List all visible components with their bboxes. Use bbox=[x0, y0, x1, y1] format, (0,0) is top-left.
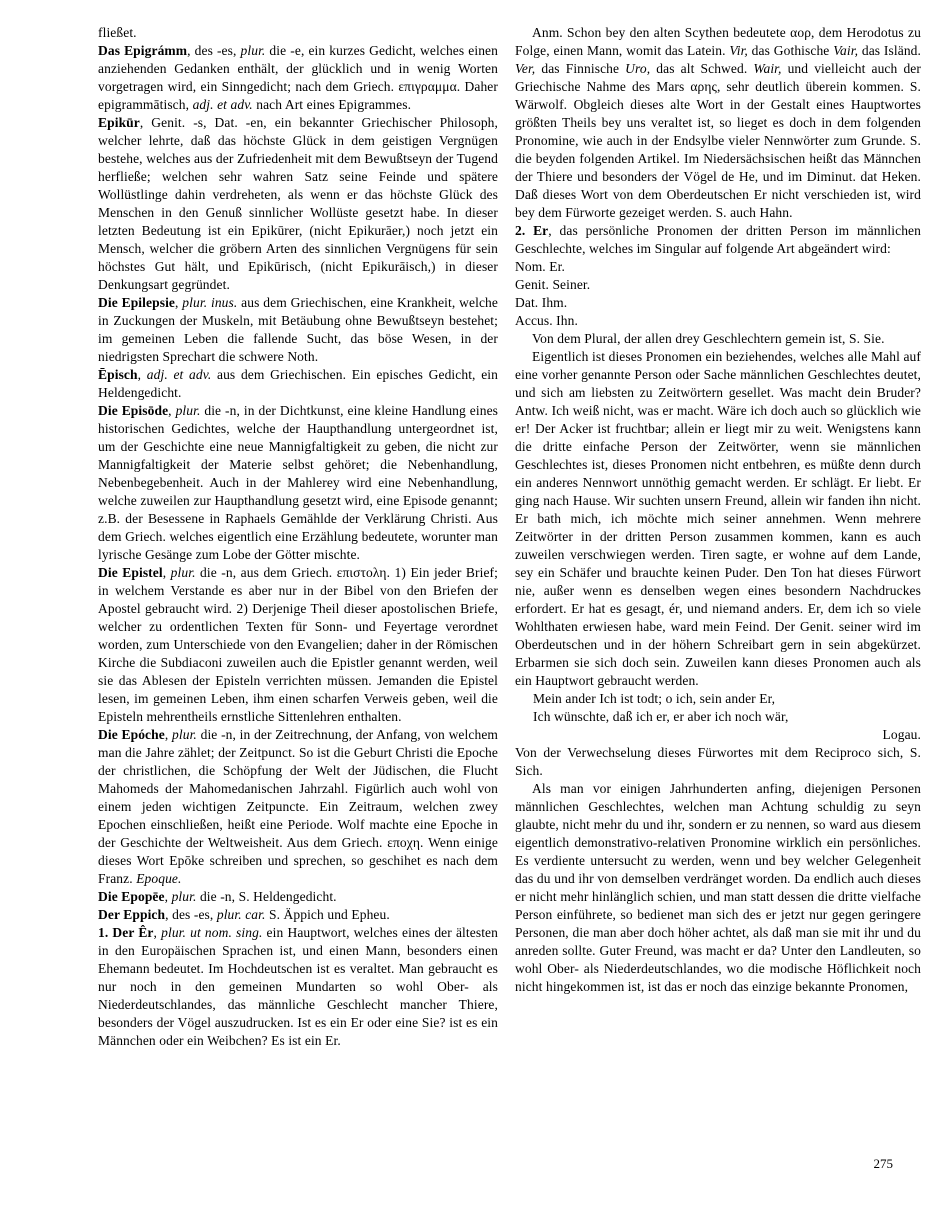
text-run: Genit. Seiner. bbox=[515, 277, 591, 292]
text-run: Nom. Er. bbox=[515, 259, 565, 274]
text-run: das Isländ. bbox=[858, 43, 922, 58]
text-run: Ich wünschte, daß ich er, er aber ich noch wär, bbox=[533, 709, 789, 724]
attribution-logau bbox=[515, 726, 921, 744]
text-run: Als man vor einigen Jahrhunderten anfing, diejenigen Personen männlichen Geschlechtes, welchen man Achtung schuldig zu seyn glaubte, nicht mehr du und ihr, sondern er zu nennen, so ward aus diesem eigentlich demonstrativo-relativen Pronomine wirklich ein persönliches. Es verdiente untersucht zu werden, wenn und bey welcher Gelegenheit das du und ihr von demselben verdränget worden. Da endlich auch dieses er nicht mehr hinlänglich schien, und man statt dessen die dritte vielfache Person einführete, so bedienet man sich des er jetzt nur gegen geringere Personen, die man aber doch höher achtet, als daß man sie mit ihr und du anreden sollte. Guter Freund, was macht er da? Unter den Landleuten, so wohl Ober- als Niederdeutschlandes, wo die modische Höflichkeit noch nicht hingekommen ist, ist das er noch das einzige bekannte Pronomen, bbox=[515, 781, 921, 994]
text-run: , bbox=[175, 295, 183, 310]
text-run: Von der Verwechselung dieses Fürwortes mit dem Reciproco sich, S. Sich. bbox=[515, 745, 921, 778]
text-run: Dat. Ihm. bbox=[515, 295, 568, 310]
italic-text-run: plur. bbox=[171, 889, 197, 904]
italic-text-run: plur. bbox=[172, 727, 197, 742]
entry-epigramm bbox=[98, 42, 498, 114]
declension-line-nominative bbox=[515, 258, 921, 276]
paragraph-continuation bbox=[98, 24, 498, 42]
headword: Die Epóche bbox=[98, 727, 165, 742]
headword: Ēpisch bbox=[98, 367, 138, 382]
headword: Die Episōde bbox=[98, 403, 169, 418]
text-run: fließet. bbox=[98, 25, 137, 40]
text-run: Logau. bbox=[882, 727, 921, 742]
cross-reference-paragraph bbox=[515, 744, 921, 780]
headword: Der Eppich bbox=[98, 907, 166, 922]
headword: Epikūr bbox=[98, 115, 140, 130]
text-run: , das persönliche Pronomen der dritten Person im männlichen Geschlechte, welches im Singular auf folgende Art abgeändert wird: bbox=[515, 223, 921, 256]
text-run: , bbox=[137, 367, 147, 382]
headword: Das Epigrámm bbox=[98, 43, 188, 58]
text-run: nach Art eines Epigrammes. bbox=[252, 97, 412, 112]
text-run: , bbox=[153, 925, 162, 940]
text-run: die -n, in der Dichtkunst, eine kleine Handlung eines historischen Gedichtes, welche der Haupthandlung untergeordnet ist, um der Geschichte eine neue Mannigfaltigkeit zu geben, die nicht zur Mannigfaltigkeit der Materie selbst gehöret; die Nebenhandlung, Nebenbegebenheit. Auch in der Mahlerey wird eine Nebenhandlung, welche zuweilen zur Haupthandlung gesetzt wird, eine Episode genannt; z.B. der Besessene in Raphaels Gemählde der Verklärung Christi. Aus dem Griech. welches eigentlich eine Erzählung bedeutete, worunter man lyrische Gesänge zum Lobe der Götter mischte. bbox=[98, 403, 499, 562]
entry-episode bbox=[98, 402, 498, 564]
headword: 2. Er bbox=[515, 223, 549, 238]
italic-text-run: adj. et adv. bbox=[146, 367, 212, 382]
text-run: die -e, ein kurzes Gedicht, welches einen anziehenden Gedanken enthält, der glücklich und in wenig Worten vorgetragen wird, ein Sinngedicht; nach dem Griech. επιγραμμα. Daher epigrammātisch, bbox=[98, 43, 499, 112]
declension-line-genitive bbox=[515, 276, 921, 294]
italic-text-run: Vir, bbox=[729, 43, 748, 58]
text-run: aus dem Griechischen. Ein episches Gedicht, ein Heldengedicht. bbox=[98, 367, 498, 400]
italic-text-run: plur. ut nom. sing. bbox=[161, 925, 263, 940]
text-run: , des -es, bbox=[187, 43, 241, 58]
text-run: S. Äppich und Epheu. bbox=[265, 907, 390, 922]
text-run: ein Hauptwort, welches eines der ältesten in den Europäischen Sprachen ist, und einen Mann, besonders einen Ehemann bedeutet. Im Hochdeutschen ist es veraltet. Man gebraucht es nur noch in den gemeinen Mundarten so wohl Ober- als Niederdeutschlandes, das männliche Geschlecht mancher Thiere, besonders der Vögel auszudrucken. Ist es ein Er oder eine Sie? ist es ein Männchen oder ein Weibchen? Es ist ein Er. bbox=[98, 925, 498, 1048]
left-column bbox=[98, 24, 498, 1050]
headword: Die Epilepsie bbox=[98, 295, 176, 310]
entry-episch bbox=[98, 366, 498, 402]
entry-epilepsie bbox=[98, 294, 498, 366]
text-run: Eigentlich ist dieses Pronomen ein beziehendes, welches alle Mahl auf eine vorher genannte Person oder Sache männlichen Geschlechtes deutet, und sich am liebsten zu Zeitwörtern gesellet. Was macht dein Bruder? Antw. Ich weiß nicht, was er macht. Wäre ich doch auch so glücklich wie er! Der Acker ist fruchtbar; allein er liegt mir zu weit. Wenigstens kann die dritte einfache Person der Zeitwörter, wenn sie männlichen Geschlechtes ist, dieses Pronomen nicht entbehren, es müßte denn durch ein anderes Nennwort unnöthig gemacht werden. Er schlägt. Er liebt. Er ging nach Hause. Wir suchten unsern Freund, allein wir fanden ihn nicht. Er bath mich, ich möchte mich seiner annehmen. Wenn mehrere Zeitwörter in der dritten Person zusammen kommen, kann es auch zuweilen verschwiegen werden. Tiren sagte, er wohne auf dem Lande, sey ein Schäfer und brauchte keinen Puder. Den Ton hat dieses Fürwort nie, außer wenn es denselben wegen eines besondern Nachdruckes erfordert. Er hat es gesagt, ér, und niemand anders. Er, dem ich so viele Wohlthaten erwiesen habe, ward mein Feind. Der Genit. seiner wird im Oberdeutschen und in der höhern Schreibart gern in sein abgekürzet. Erbarmen sie sich doch sein. Zuweilen kann dieses Pronomen auch als ein Hauptwort gebraucht werden. bbox=[515, 349, 921, 688]
declension-line-dative bbox=[515, 294, 921, 312]
entry-eppich bbox=[98, 906, 498, 924]
text-run: das Gothische bbox=[747, 43, 834, 58]
text-run: , Genit. -s, Dat. -en, ein bekannter Griechischer Philosoph, welcher lehrte, daß das höchste Glück in dem geistigen Vergnügen bestehe, welches aus der Zufriedenheit mit dem Bewußtseyn der Tugend herfließe; welchen sehr wahren Satz seine Feinde und spätere Wollüstlinge dahin verdreheten, als wenn er das höchste Glück des Menschen in den Genuß sinnlicher Wollüste gesetzt habe. In dieser letzten Bedeutung ist ein Epikūrer, (nicht Epikurāer,) noch jetzt ein Mensch, welcher die gröbern Arten des sinnlichen Vergnügens für sein höchstes Gut hält, und Epikūrisch, (nicht Epikurāisch,) in dieser Denkungsart gegründet. bbox=[98, 115, 498, 292]
text-run: , des -es, bbox=[165, 907, 217, 922]
usage-paragraph bbox=[515, 348, 921, 690]
declension-line-accusative bbox=[515, 312, 921, 330]
entry-epistel bbox=[98, 564, 498, 726]
page-number: 275 bbox=[873, 1156, 893, 1171]
text-run: das alt Schwed. bbox=[650, 61, 754, 76]
text-run: Accus. Ihn. bbox=[515, 313, 578, 328]
entry-epopee bbox=[98, 888, 498, 906]
text-run: das Finnische bbox=[535, 61, 626, 76]
entry-epoche bbox=[98, 726, 498, 888]
text-run: , bbox=[164, 727, 173, 742]
text-run: , bbox=[162, 565, 171, 580]
verse-line-2 bbox=[515, 708, 921, 726]
italic-text-run: plur. bbox=[175, 403, 201, 418]
italic-text-run: adj. et adv. bbox=[192, 97, 253, 112]
entry-er-2 bbox=[515, 222, 921, 258]
text-run: die -n, S. Heldengedicht. bbox=[196, 889, 337, 904]
italic-text-run: Wair, bbox=[753, 61, 782, 76]
entry-epikur bbox=[98, 114, 498, 294]
italic-text-run: Epoque. bbox=[136, 871, 182, 886]
text-run: Von dem Plural, der allen drey Geschlechtern gemein ist, S. Sie. bbox=[532, 331, 885, 346]
italic-text-run: plur. bbox=[170, 565, 196, 580]
italic-text-run: plur. inus. bbox=[182, 295, 238, 310]
italic-text-run: plur. bbox=[240, 43, 266, 58]
history-paragraph bbox=[515, 780, 921, 996]
italic-text-run: plur. car. bbox=[216, 907, 266, 922]
text-run: die -n, in der Zeitrechnung, der Anfang, von welchem man die Jahre zählet; der Zeitpunct. So ist die Geburt Christi die Epoche der christlichen, die Schöpfung der Welt der Jüdischen, die Flucht Mahomeds der Mahomedanischen Jahrzahl. Figürlich auch wohl von einem jeden wichtigen Zeitpuncte. Ein Zeitraum, welchen zwey Epochen einschließen, heißt eine Periode. Wolf machte eine Epoche in der Geschichte der Weltweisheit. Aus dem Griech. εποχη. Wenn einige dieses Wort Epōke schreiben und sprechen, so geschihet es nach dem Franz. bbox=[98, 727, 499, 886]
headword: 1. Der Êr bbox=[98, 925, 154, 940]
verse-line-1 bbox=[515, 690, 921, 708]
right-column bbox=[515, 24, 921, 996]
text-run: , bbox=[168, 403, 176, 418]
anmerkung-paragraph bbox=[515, 24, 921, 222]
text-run: aus dem Griechischen, eine Krankheit, welche in Zuckungen der Muskeln, mit Betäubung ohne Bewußtseyn bestehet; im gemeinen Leben die fallende Sucht, das böse Wesen, in der niedrigsten Sprechart die schwere Noth. bbox=[98, 295, 498, 364]
italic-text-run: Ver, bbox=[515, 61, 536, 76]
text-run: und vielleicht auch der Griechische Nahme des Mars αρης, sehr deutlich überein kommen. S. Wärwolf. Obgleich dieses alte Wort in der Gestalt eines Hauptwortes größten Theils bey uns veraltet ist, so lieget es doch in dem folgenden Pronomine, wie auch in der Endsylbe vieler Nennwörter zum Grunde. S. die beyden folgenden Artikel. Im Niedersächsischen heißt das Männchen der Thiere und besonders der Vögel de He, und im Diminut. dat Heken. Daß dieses Wort von dem Oberdeutschen Er nicht verschieden ist, wird bey dem Fürworte gezeiget werden. S. auch Hahn. bbox=[515, 61, 921, 220]
italic-text-run: Uro, bbox=[625, 61, 651, 76]
italic-text-run: Vair, bbox=[833, 43, 859, 58]
plural-note-paragraph bbox=[515, 330, 921, 348]
entry-er-1 bbox=[98, 924, 498, 1050]
text-run: die -n, aus dem Griech. επιστολη. 1) Ein jeder Brief; in welchem Verstande es aber nur in der Bibel von den Briefen der Apostel gebraucht wird. 2) Derjenige Theil dieser apostolischen Briefe, welcher zu ordentlichen Texten für Sonn- und Feyertage verordnet worden, zum Unterschiede von den Evangelien; daher in der Römischen Kirche die Subdiaconi zuweilen auch die Epistler genannt werden, weil sie das Ablesen der Episteln verrichten müssen. Jemanden die Epistel lesen, im gemeinen Leben, ihm einen scharfen Verweis geben, weil die Episteln mehrentheils ernstliche Sittenlehren enthalten. bbox=[98, 565, 498, 724]
text-run: Mein ander Ich ist todt; o ich, sein ander Er, bbox=[533, 691, 776, 706]
headword: Die Epistel bbox=[98, 565, 163, 580]
text-run: , bbox=[164, 889, 172, 904]
headword: Die Epopēe bbox=[98, 889, 165, 904]
text-run: Anm. Schon bey den alten Scythen bedeutete αορ, dem Herodotus zu Folge, einen Mann, womit das Latein. bbox=[515, 25, 921, 58]
